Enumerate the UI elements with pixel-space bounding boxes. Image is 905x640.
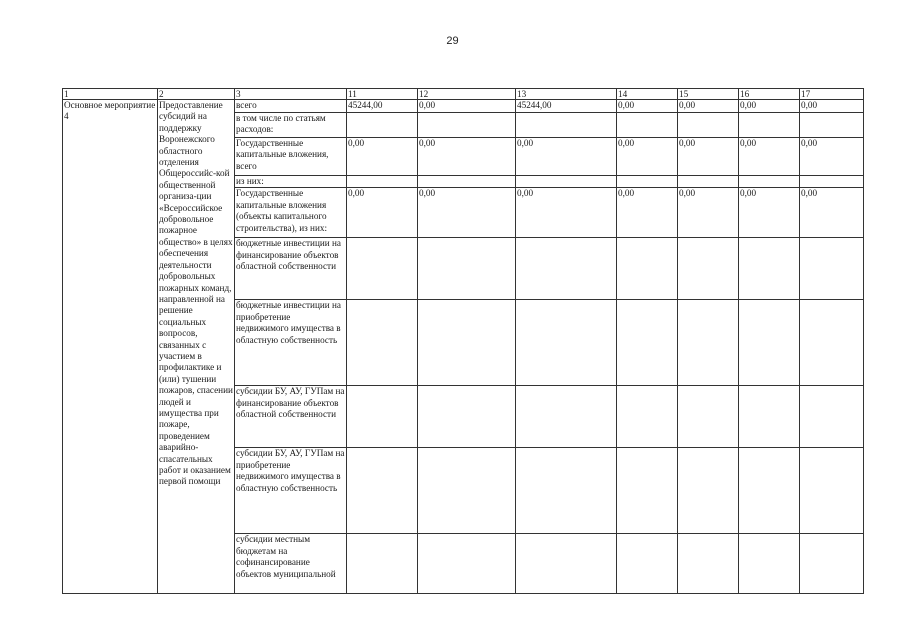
row-label: Государственные капитальные вложения, всего: [235, 138, 347, 176]
value-cell: [739, 448, 800, 534]
value-cell: [800, 448, 864, 534]
page-number: 29: [446, 35, 459, 47]
value-cell: [347, 300, 418, 386]
value-cell: [418, 238, 516, 300]
value-cell: 0,00: [678, 100, 739, 113]
value-cell: [617, 534, 678, 594]
value-cell: 0,00: [617, 138, 678, 176]
value-cell: [739, 113, 800, 138]
row-label: субсидии БУ, АУ, ГУПам на финансирование объектов областной собственности: [235, 386, 347, 448]
value-cell: [347, 534, 418, 594]
row-label: всего: [235, 100, 347, 113]
header-cell: 3: [235, 89, 347, 100]
value-cell: [617, 238, 678, 300]
value-cell: [347, 238, 418, 300]
value-cell: [739, 300, 800, 386]
value-cell: [800, 113, 864, 138]
value-cell: [418, 534, 516, 594]
value-cell: [516, 238, 617, 300]
value-cell: [516, 386, 617, 448]
activity-name-cell: Основное мероприятие 4: [63, 100, 158, 594]
row-label: Государственные капитальные вложения (объекты капитального строительства), из них:: [235, 188, 347, 238]
value-cell: [418, 300, 516, 386]
value-cell: [516, 534, 617, 594]
row-label: бюджетные инвестиции на финансирование объектов областной собственности: [235, 238, 347, 300]
value-cell: [347, 176, 418, 188]
value-cell: [739, 238, 800, 300]
header-cell: 15: [678, 89, 739, 100]
value-cell: 0,00: [739, 188, 800, 238]
value-cell: [739, 176, 800, 188]
header-cell: 12: [418, 89, 516, 100]
value-cell: [678, 176, 739, 188]
value-cell: 0,00: [739, 100, 800, 113]
row-label: из них:: [235, 176, 347, 188]
row-label: субсидии местным бюджетам на софинансирование объектов муниципальной: [235, 534, 347, 594]
value-cell: [800, 534, 864, 594]
header-cell: 17: [800, 89, 864, 100]
value-cell: 0,00: [617, 100, 678, 113]
header-row: [63, 89, 864, 100]
value-cell: 0,00: [800, 138, 864, 176]
value-cell: [516, 113, 617, 138]
value-cell: [347, 448, 418, 534]
value-cell: [678, 300, 739, 386]
value-cell: [678, 238, 739, 300]
value-cell: 0,00: [678, 188, 739, 238]
value-cell: [678, 113, 739, 138]
value-cell: 45244,00: [347, 100, 418, 113]
value-cell: [800, 176, 864, 188]
value-cell: 0,00: [418, 188, 516, 238]
header-cell: 1: [63, 89, 158, 100]
value-cell: [800, 238, 864, 300]
value-cell: 0,00: [516, 138, 617, 176]
value-cell: [800, 386, 864, 448]
header-cell: 13: [516, 89, 617, 100]
value-cell: [516, 300, 617, 386]
value-cell: [418, 448, 516, 534]
value-cell: 0,00: [678, 138, 739, 176]
value-cell: 0,00: [516, 188, 617, 238]
value-cell: [418, 176, 516, 188]
value-cell: [516, 176, 617, 188]
header-cell: 2: [158, 89, 235, 100]
header-cell: 14: [617, 89, 678, 100]
value-cell: [418, 386, 516, 448]
value-cell: 45244,00: [516, 100, 617, 113]
value-cell: [617, 176, 678, 188]
row-label: субсидии БУ, АУ, ГУПам на приобретение недвижимого имущества в областную собственность: [235, 448, 347, 534]
value-cell: [617, 448, 678, 534]
value-cell: 0,00: [347, 188, 418, 238]
value-cell: [739, 534, 800, 594]
value-cell: [617, 113, 678, 138]
budget-table: [62, 88, 864, 594]
value-cell: [800, 300, 864, 386]
value-cell: [347, 386, 418, 448]
activity-description-cell: Предоставление субсидий на поддержку Воронежского областного отделения Общероссийс-кой общественной организа-ции «Всероссийское добровольное пожарное общество» в целях обеспечения деятельности добровольных пожарных команд, направленной на решение социальных вопросов, связанных с участием в профилактике и (или) тушении пожаров, спасении людей и имущества при пожаре, проведением аварийно-спасательных работ и оказанием первой помощи: [158, 100, 235, 594]
value-cell: 0,00: [739, 138, 800, 176]
value-cell: 0,00: [418, 138, 516, 176]
value-cell: 0,00: [617, 188, 678, 238]
value-cell: 0,00: [800, 100, 864, 113]
row-label: бюджетные инвестиции на приобретение недвижимого имущества в областную собственность: [235, 300, 347, 386]
header-cell: 16: [739, 89, 800, 100]
value-cell: 0,00: [800, 188, 864, 238]
value-cell: [678, 534, 739, 594]
value-cell: [617, 386, 678, 448]
header-cell: 11: [347, 89, 418, 100]
value-cell: [617, 300, 678, 386]
value-cell: [418, 113, 516, 138]
table-row: [63, 100, 864, 113]
row-label: в том числе по статьям расходов:: [235, 113, 347, 138]
value-cell: [739, 386, 800, 448]
value-cell: [516, 448, 617, 534]
value-cell: 0,00: [418, 100, 516, 113]
value-cell: [347, 113, 418, 138]
value-cell: [678, 448, 739, 534]
value-cell: 0,00: [347, 138, 418, 176]
value-cell: [678, 386, 739, 448]
